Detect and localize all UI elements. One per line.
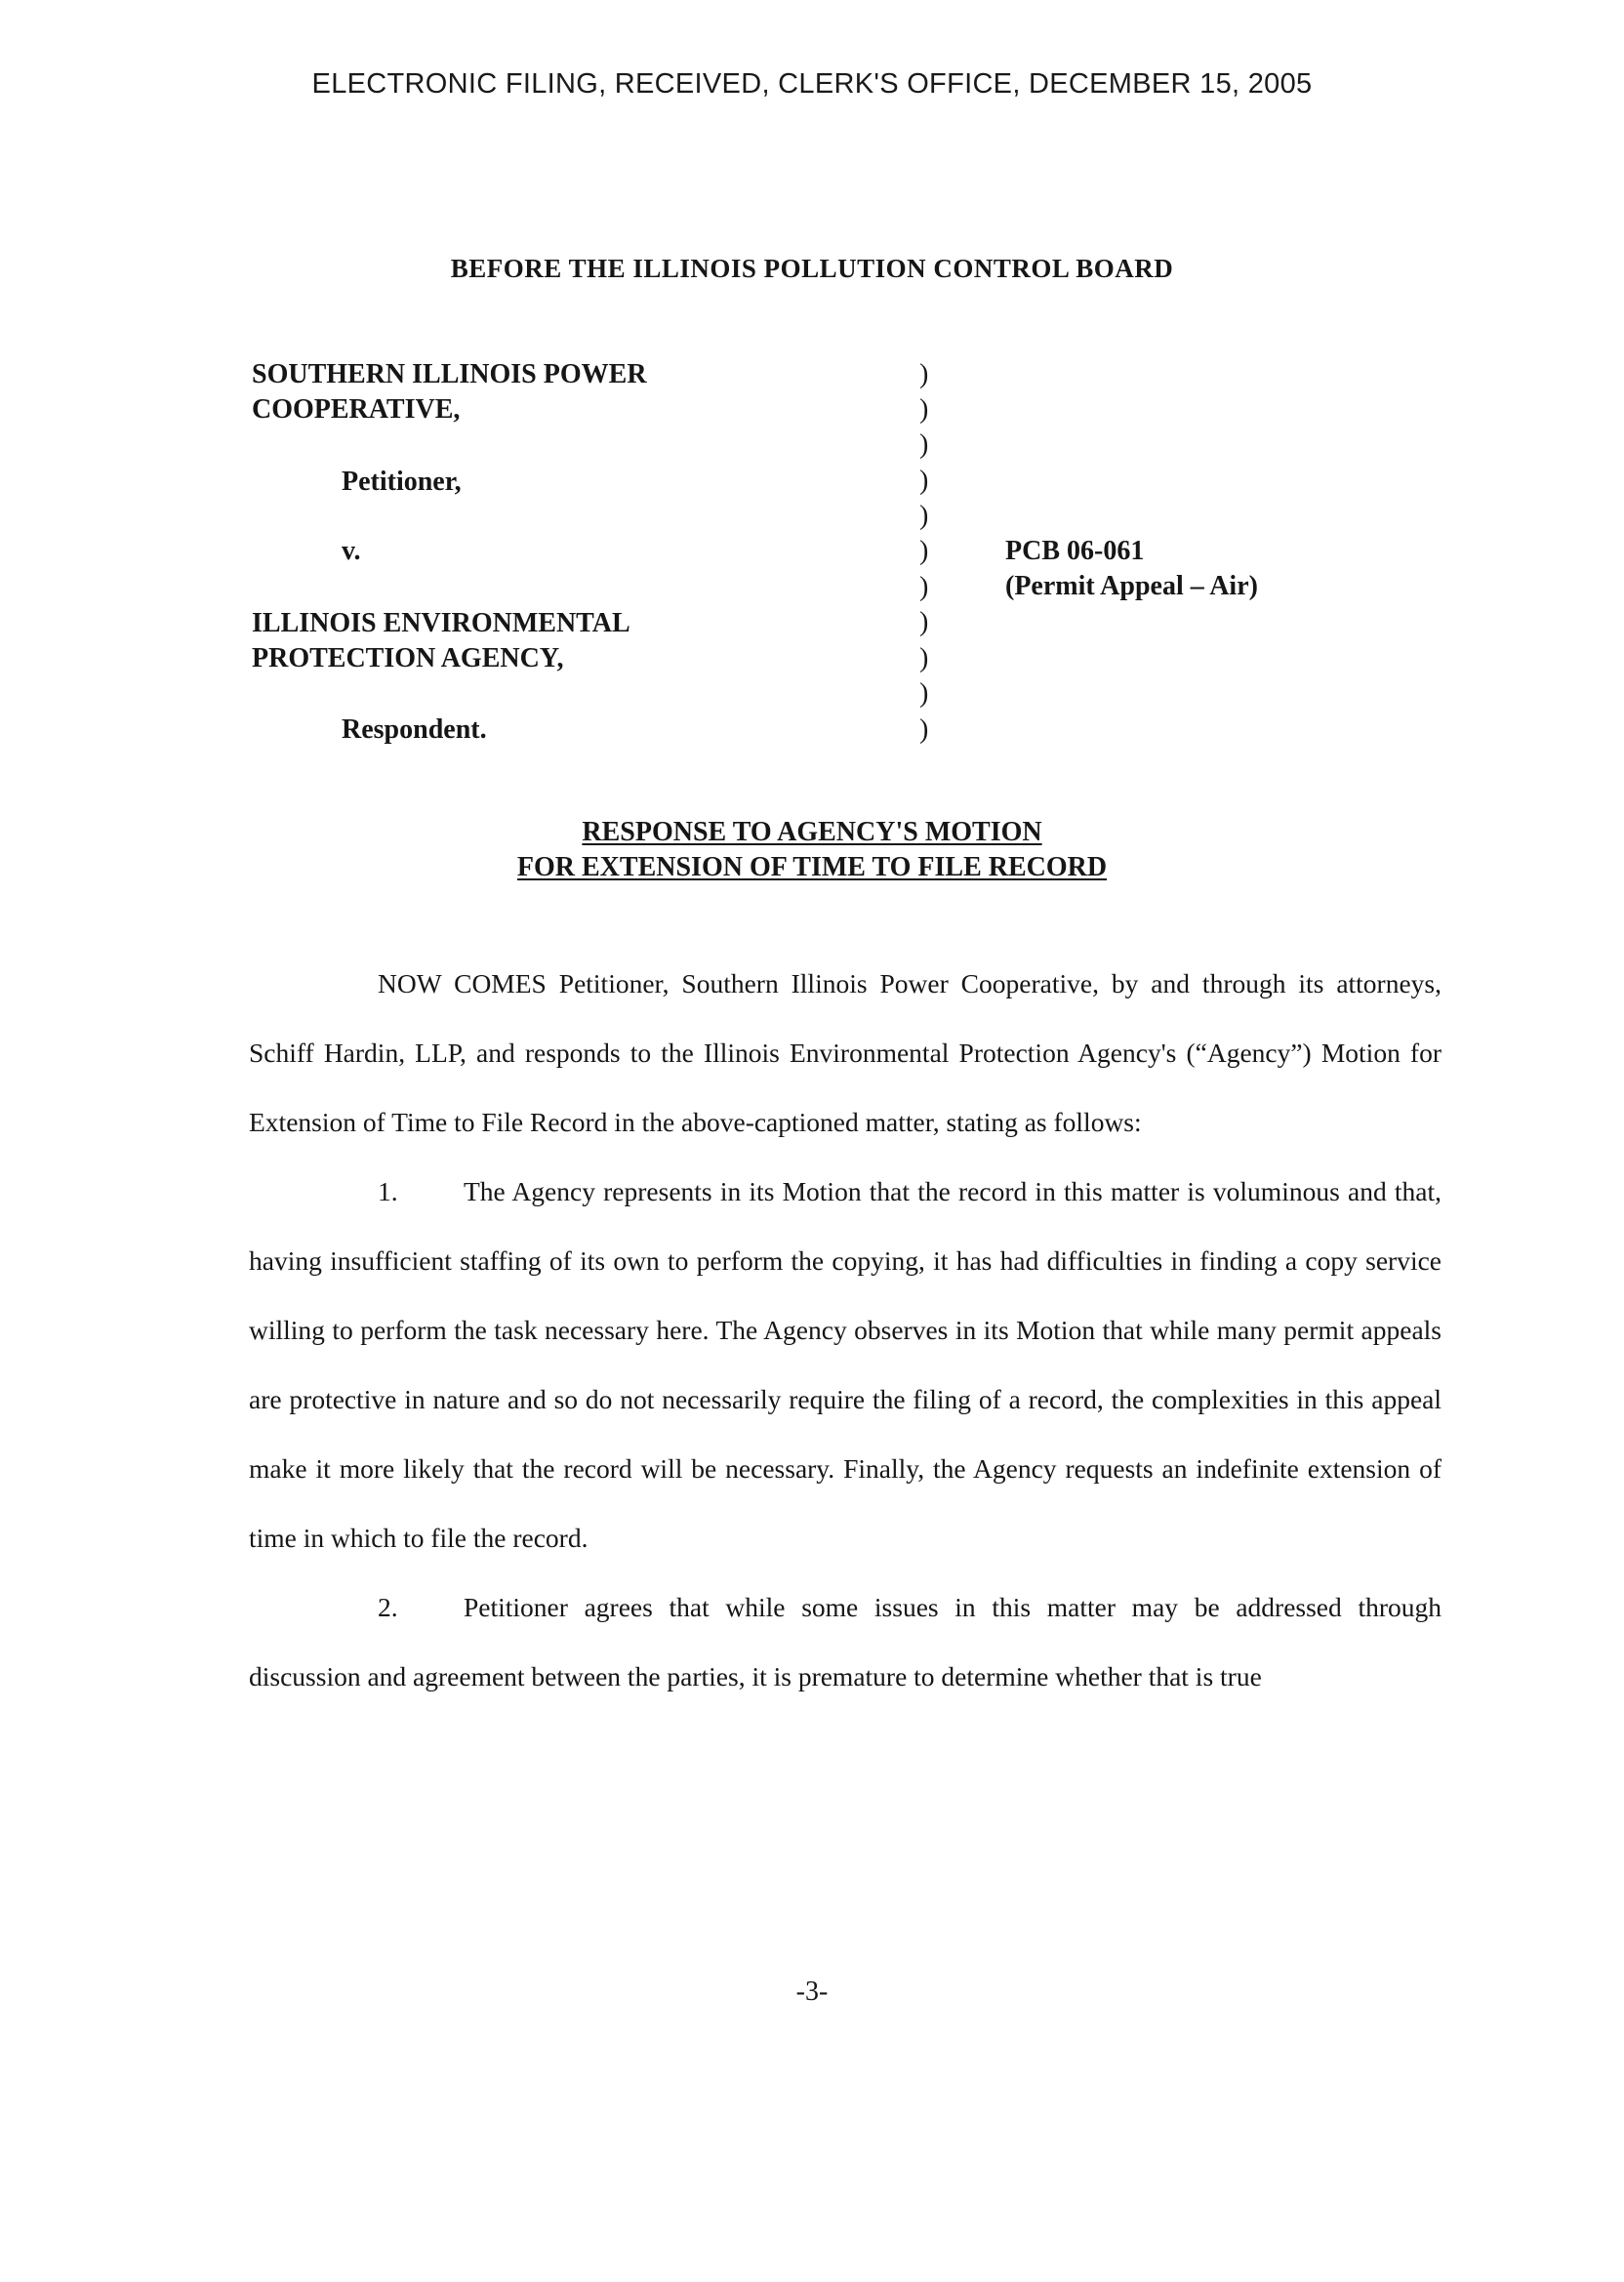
petitioner-name-line1: SOUTHERN ILLINOIS POWER bbox=[252, 359, 647, 389]
versus-label: v. bbox=[342, 536, 361, 566]
respondent-name-line1: ILLINOIS ENVIRONMENTAL bbox=[252, 608, 630, 638]
caption-paren: ) bbox=[919, 466, 929, 496]
document-body bbox=[249, 949, 1441, 1711]
document-title-line1: RESPONSE TO AGENCY'S MOTION bbox=[582, 817, 1042, 847]
paragraph-text: The Agency represents in its Motion that the record in this matter is voluminous and that, having insufficient staffing of its own to perform the copying, it has had difficulties in finding a copy service willing to perform the task necessary here. The Agency observes in its Motion that while many permit appeals are protective in nature and so do not necessarily require the filing of a record, the complexities in this appeal make it more likely that the record will be necessary. Finally, the Agency requests an indefinite extension of time in which to file the record. bbox=[249, 1176, 1441, 1553]
caption-paren: ) bbox=[919, 572, 929, 602]
paragraph-number: 2. bbox=[378, 1592, 398, 1622]
case-type: (Permit Appeal – Air) bbox=[1005, 571, 1258, 601]
case-number: PCB 06-061 bbox=[1005, 536, 1145, 566]
respondent-name-line2: PROTECTION AGENCY, bbox=[252, 643, 564, 673]
caption-paren: ) bbox=[919, 394, 929, 425]
petitioner-role: Petitioner, bbox=[342, 467, 462, 497]
document-title bbox=[0, 815, 1624, 885]
caption-paren: ) bbox=[919, 501, 929, 531]
paragraph-number: 1. bbox=[378, 1176, 398, 1206]
document-title-line2: FOR EXTENSION OF TIME TO FILE RECORD bbox=[516, 852, 1108, 882]
intro-paragraph: NOW COMES Petitioner, Southern Illinois Power Cooperative, by and through its attorneys, Schiff Hardin, LLP, and responds to the Illinois Environmental Protection Agency's (“Agency”) Motion for Extension of Time to File Record in the above-captioned matter, stating as follows: bbox=[249, 968, 1441, 1137]
caption-paren: ) bbox=[919, 643, 929, 673]
caption-paren: ) bbox=[919, 607, 929, 637]
page-number: -3- bbox=[795, 1976, 829, 2007]
caption-paren: ) bbox=[919, 359, 929, 389]
respondent-role: Respondent. bbox=[342, 714, 487, 745]
caption-paren: ) bbox=[919, 536, 929, 566]
caption-paren: ) bbox=[919, 714, 929, 745]
petitioner-name-line2: COOPERATIVE, bbox=[252, 394, 461, 425]
court-title: BEFORE THE ILLINOIS POLLUTION CONTROL BOARD bbox=[450, 254, 1174, 283]
numbered-paragraph-1 bbox=[249, 1157, 1441, 1572]
filing-stamp: ELECTRONIC FILING, RECEIVED, CLERK'S OFFICE, DECEMBER 15, 2005 bbox=[311, 68, 1313, 100]
numbered-paragraph-2 bbox=[249, 1572, 1441, 1711]
caption-paren: ) bbox=[919, 678, 929, 709]
paragraph-text: Petitioner agrees that while some issues in this matter may be addressed through discussion and agreement between the parties, it is premature to determine whether that is true bbox=[249, 1592, 1441, 1691]
case-info bbox=[1005, 536, 1258, 606]
caption-paren: ) bbox=[919, 429, 929, 460]
